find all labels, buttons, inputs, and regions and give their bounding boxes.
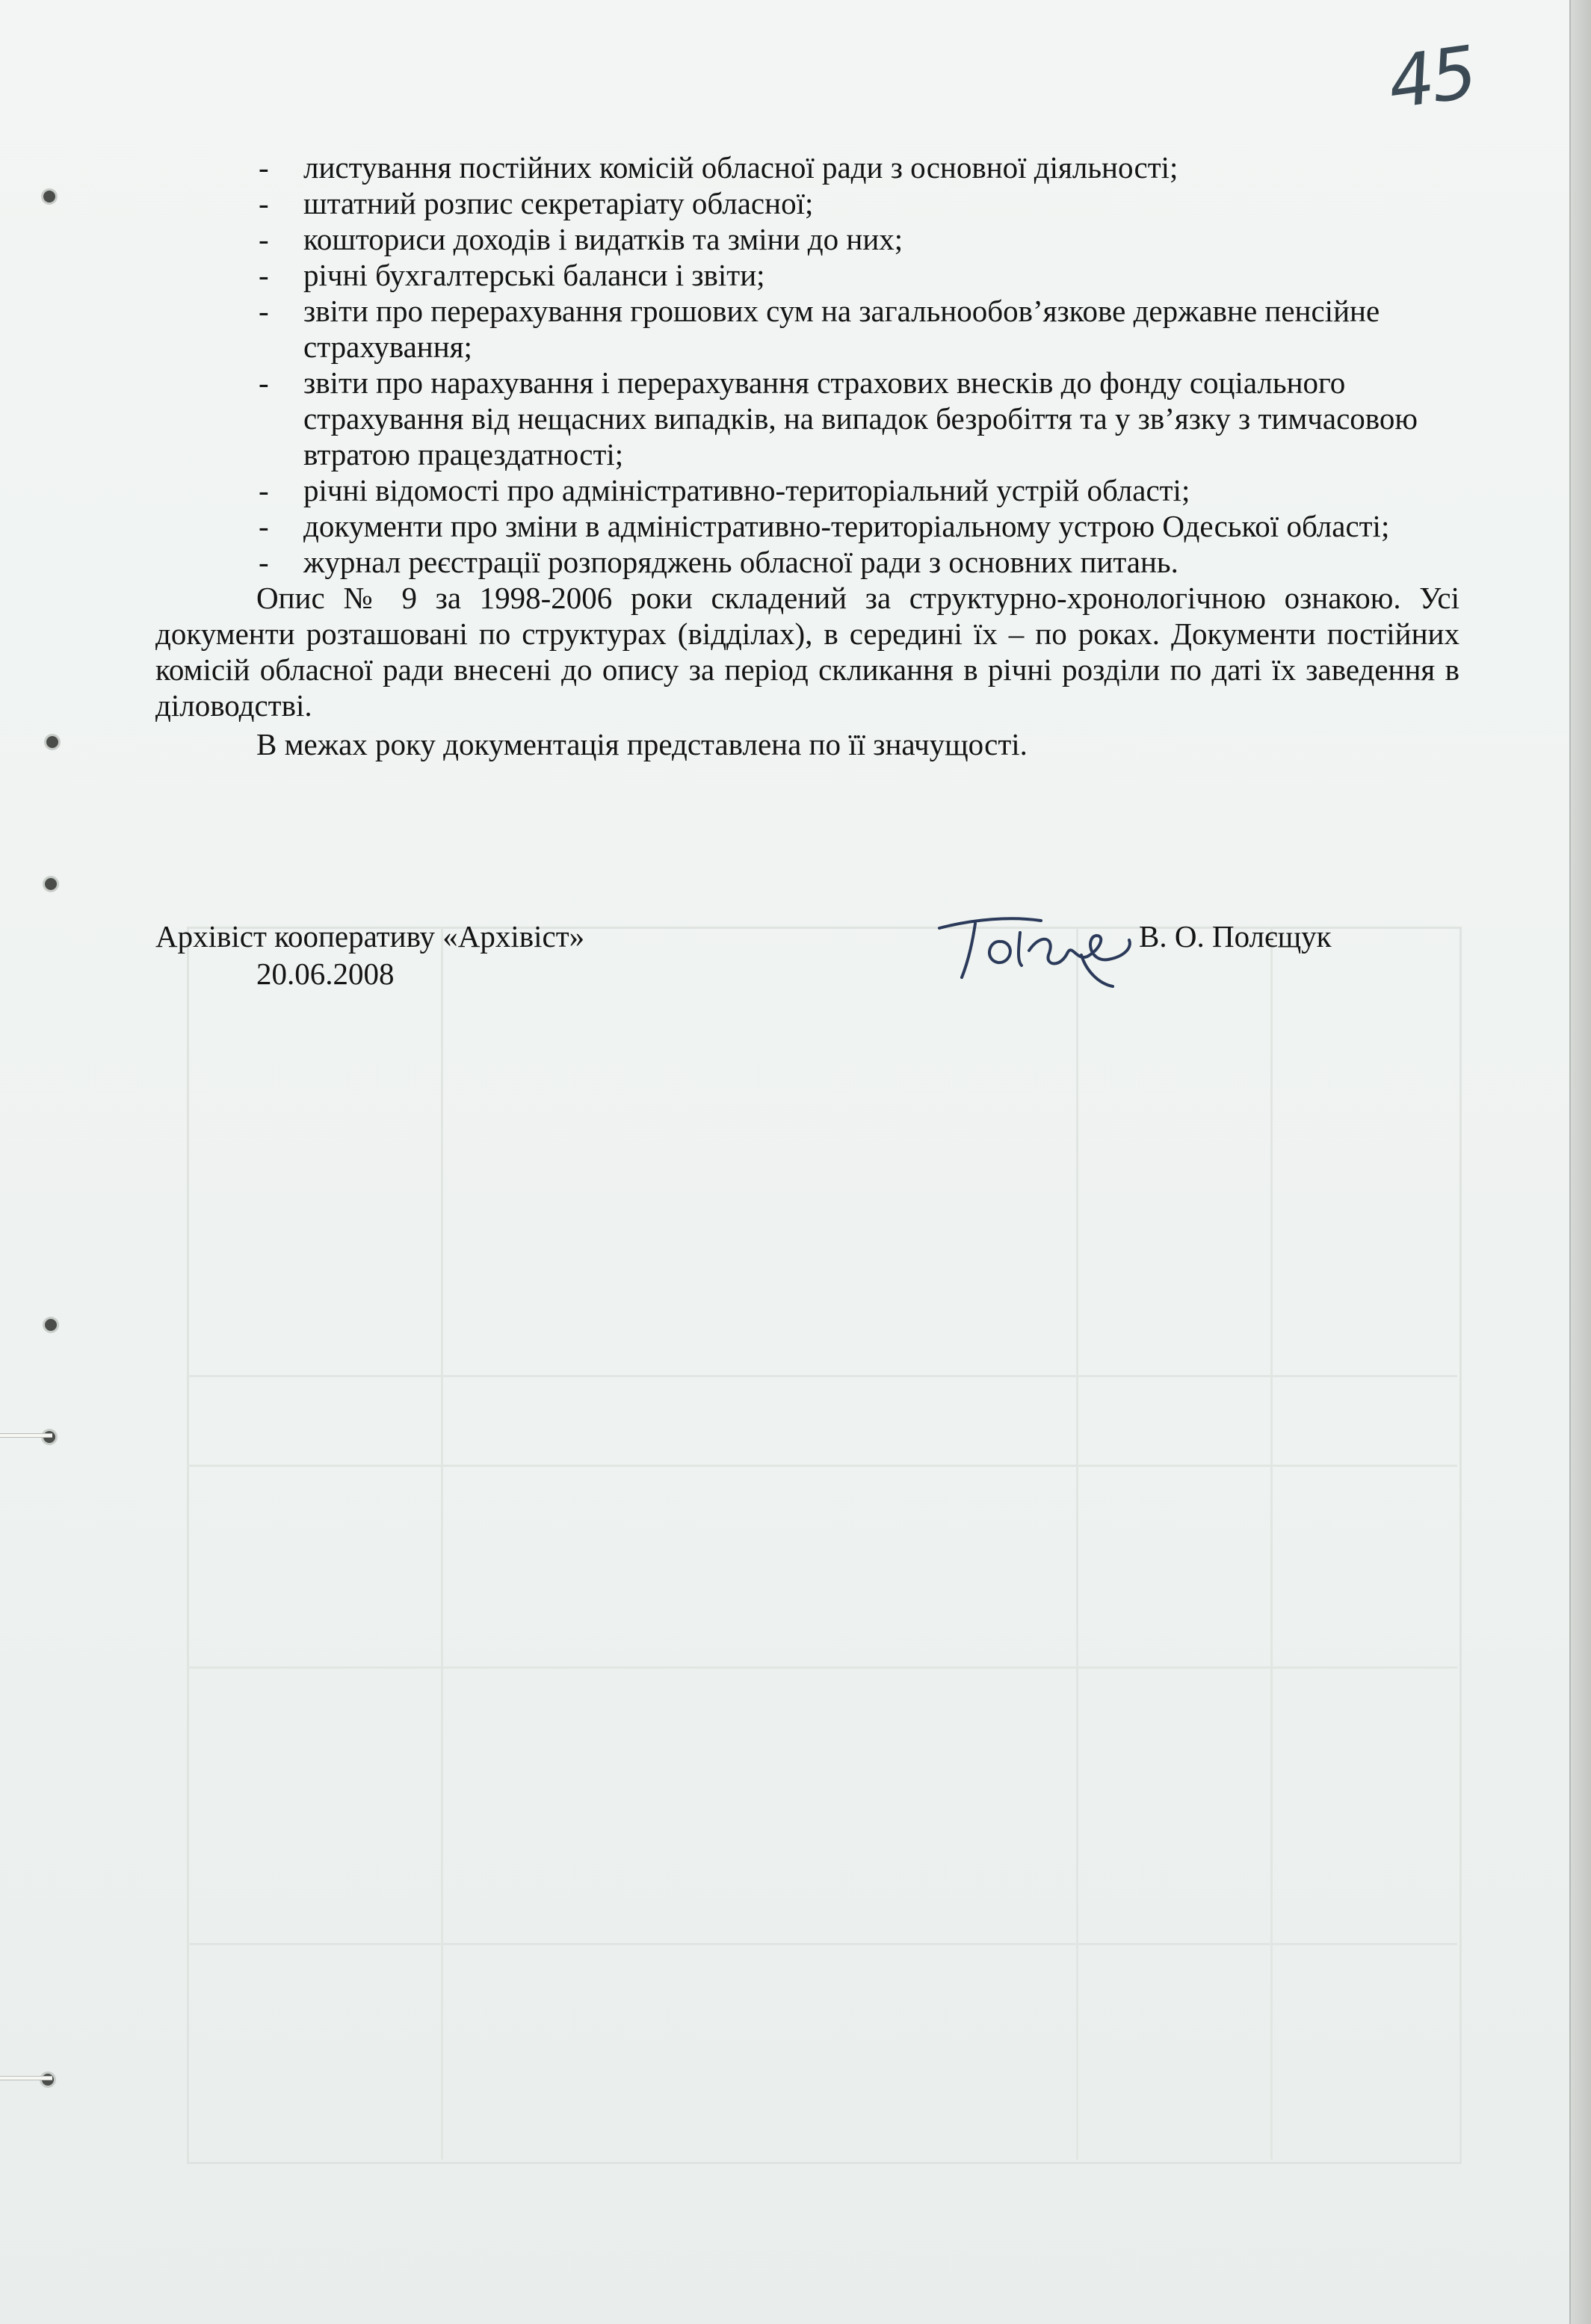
bleed-through-rule xyxy=(1270,927,1273,2160)
bleed-through-rule xyxy=(1076,927,1078,2160)
document-body xyxy=(155,149,1459,762)
handwritten-signature xyxy=(929,903,1153,992)
list-item: - звіти про перерахування грошових сум на загальнообов’язкове державне пенсійне страхування; xyxy=(155,293,1459,365)
binding-hole xyxy=(43,191,55,203)
sign-date: 20.06.2008 xyxy=(256,957,395,991)
description-paragraph: Опис № 9 за 1998-2006 роки складений за структурно-хронологічною ознакою. Усі документи розташовані по структурах (відділах), в середині їх – по роках. Документи постійних комісій обласної ради внесені до опису за період скликання в річні розділи по даті їх заведення в діловодстві. xyxy=(155,581,1459,723)
bleed-through-rule xyxy=(187,1465,1457,1467)
document-list xyxy=(155,149,1459,580)
scanner-edge xyxy=(1571,0,1591,2324)
list-item: - журнал реєстрації розпоряджень обласної ради з основних питань. xyxy=(155,544,1459,580)
binding-hole xyxy=(45,878,57,890)
signer-title: Архівіст кооперативу «Архівіст» xyxy=(155,919,585,954)
list-item: - документи про зміни в адміністративно-територіальному устрою Одеської області; xyxy=(155,508,1459,544)
binding-string xyxy=(0,1433,52,1438)
list-item: - штатний розпис секретаріату обласної; xyxy=(155,185,1459,221)
binding-hole xyxy=(46,736,58,748)
list-item: - річні бухгалтерські баланси і звіти; xyxy=(155,257,1459,293)
binding-string xyxy=(0,2076,52,2080)
bleed-through-rule xyxy=(187,1666,1457,1669)
bleed-through-rule xyxy=(187,1943,1457,1945)
list-item: - річні відомості про адміністративно-територіальний устрій області; xyxy=(155,472,1459,508)
signer-name: В. О. Полєщук xyxy=(1139,919,1332,954)
significance-paragraph: В межах року документація представлена по її значущості. xyxy=(256,727,1028,761)
binding-hole xyxy=(45,1319,57,1331)
page-number: 45 xyxy=(1383,30,1480,126)
bleed-through-rule xyxy=(187,1375,1457,1377)
list-item: - листування постійних комісій обласної ради з основної діяльності; xyxy=(155,149,1459,185)
list-item: - кошториси доходів і видатків та зміни до них; xyxy=(155,221,1459,257)
list-item: - звіти про нарахування і перерахування страхових внесків до фонду соціального страхування від нещасних випадків, на випадок безробіття та у зв’язку з тимчасовою втратою працездатності; xyxy=(155,365,1459,472)
bleed-through-rule xyxy=(441,927,443,2160)
